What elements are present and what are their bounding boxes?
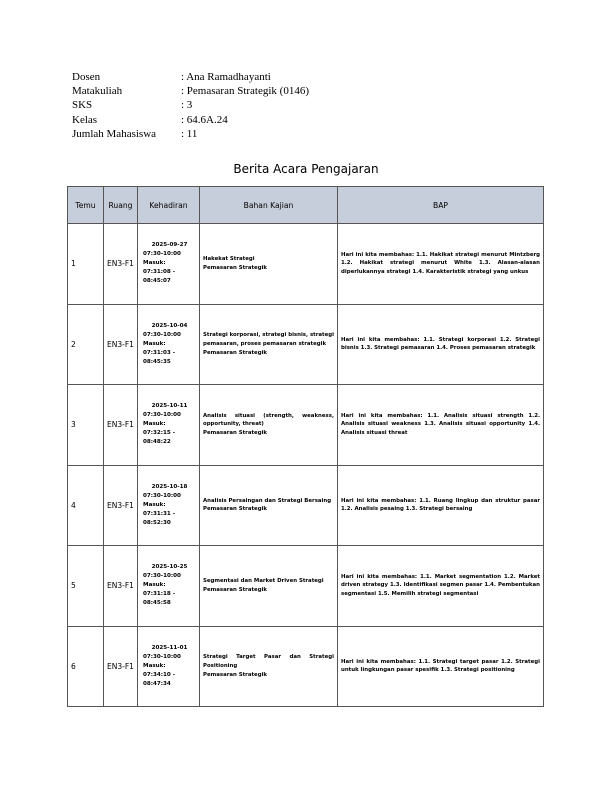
cell-bahan-kajian	[200, 304, 338, 385]
masuk-label: Masuk:	[143, 421, 166, 428]
session-date: 2025-10-25	[151, 564, 188, 571]
masuk-label: Masuk:	[143, 662, 166, 669]
cell-bap: Hari ini kita membahas: 1.1. Strategi korporasi 1.2. Strategi bisnis 1.3. Strategi pemasaran 1.4. Proses pemasaran strategik	[338, 304, 544, 385]
info-row-dosen	[72, 70, 309, 84]
info-value: : Pemasaran Strategik (0146)	[181, 85, 309, 98]
cell-ruang: EN3-F1	[104, 304, 138, 385]
cell-bap: Hari ini kita membahas: 1.1. Hakikat strategi menurut Mintzberg 1.2. Hakikat strategi menurut White 1.3. Alasan-alasan diperlukannya strategi 1.4. Karakteristik strategi yang unkus	[338, 224, 544, 305]
cell-kehadiran	[138, 465, 200, 546]
info-value: : 64.6A.24	[181, 113, 228, 126]
session-date: 2025-10-04	[151, 322, 188, 329]
session-date: 2025-09-27	[151, 242, 188, 249]
masuk-time: 07:31:31 - 08:52:30	[143, 510, 176, 526]
session-time: 07:30-10:00	[143, 492, 181, 499]
cell-temu: 6	[68, 626, 104, 707]
page-title: Berita Acara Pengajaran	[233, 162, 379, 176]
course-info	[72, 70, 309, 141]
table-header-row	[68, 187, 544, 224]
table-row	[68, 546, 544, 627]
bahan-course: Pemasaran Strategik	[203, 430, 267, 437]
info-row-sks	[72, 98, 309, 112]
session-date: 2025-10-11	[151, 403, 188, 410]
bahan-topic: Segmentasi dan Market Driven Strategi	[203, 578, 324, 585]
table-row	[68, 465, 544, 546]
table-row	[68, 224, 544, 305]
info-row-kelas	[72, 113, 309, 127]
cell-temu: 5	[68, 546, 104, 627]
cell-kehadiran	[138, 626, 200, 707]
info-value: : 3	[181, 99, 193, 112]
session-time: 07:30-10:00	[143, 573, 181, 580]
masuk-time: 07:34:10 - 08:47:34	[143, 671, 176, 687]
masuk-label: Masuk:	[143, 582, 166, 589]
bahan-topic: Analisis situasi (strength, weakness, opportunity, threat)	[203, 412, 334, 428]
cell-bahan-kajian	[200, 385, 338, 466]
info-label: Kelas	[72, 113, 98, 126]
bahan-topic: Analisis Persaingan dan Strategi Bersaing	[203, 497, 332, 504]
masuk-time: 07:32:15 - 08:48:22	[143, 430, 176, 446]
session-time: 07:30-10:00	[143, 331, 181, 338]
cell-bap: Hari ini kita membahas: 1.1. Analisis situasi strength 1.2. Analisis situasi weakness 1.3. Analisis situasi opportunity 1.4. Analisis situasi threat	[338, 385, 544, 466]
cell-kehadiran	[138, 224, 200, 305]
cell-ruang: EN3-F1	[104, 546, 138, 627]
bahan-course: Pemasaran Strategik	[203, 586, 267, 593]
header-ruang: Ruang	[104, 187, 138, 224]
masuk-time: 07:31:03 - 08:45:35	[143, 349, 176, 365]
header-temu: Temu	[68, 187, 104, 224]
masuk-time: 07:31:18 - 08:45:58	[143, 591, 176, 607]
cell-bahan-kajian	[200, 224, 338, 305]
cell-ruang: EN3-F1	[104, 224, 138, 305]
info-row-matakuliah	[72, 84, 309, 98]
info-value: : Ana Ramadhayanti	[181, 71, 271, 83]
table-row	[68, 626, 544, 707]
bahan-course: Pemasaran Strategik	[203, 506, 267, 513]
cell-ruang: EN3-F1	[104, 626, 138, 707]
masuk-time: 07:31:08 - 08:45:07	[143, 269, 176, 285]
info-row-jumlah-mahasiswa	[72, 127, 309, 141]
cell-bahan-kajian	[200, 626, 338, 707]
info-label: Matakuliah	[72, 85, 123, 98]
bahan-course: Pemasaran Strategik	[203, 671, 267, 678]
bahan-topic: Hakekat Strategi	[203, 256, 255, 263]
header-kehadiran: Kehadiran	[138, 187, 200, 224]
masuk-label: Masuk:	[143, 340, 166, 347]
cell-bahan-kajian	[200, 465, 338, 546]
cell-ruang: EN3-F1	[104, 385, 138, 466]
bahan-topic: Strategi korporasi, strategi bisnis, strategi pemasaran, proses pemasaran strategik	[203, 332, 334, 347]
masuk-label: Masuk:	[143, 260, 166, 267]
bahan-course: Pemasaran Strategik	[203, 264, 267, 271]
info-label: Jumlah Mahasiswa	[72, 127, 157, 140]
header-bap: BAP	[338, 187, 544, 224]
bap-table	[67, 186, 544, 707]
cell-temu: 2	[68, 304, 104, 385]
info-value: : 11	[181, 127, 198, 140]
header-bahan-kajian: Bahan Kajian	[200, 187, 338, 224]
cell-bahan-kajian	[200, 546, 338, 627]
cell-bap: Hari ini kita membahas: 1.1. Market segmentation 1.2. Market driven strategy 1.3. Identifikasi segmen pasar 1.4. Pembentukan segmentasi 1.5. Memilih strategi segmentasi	[338, 546, 544, 627]
table-row	[68, 304, 544, 385]
session-time: 07:30-10:00	[143, 251, 181, 258]
cell-bap: Hari ini kita membahas: 1.1. Ruang lingkup dan struktur pasar 1.2. Analisis pesaing 1.3. Strategi bersaing	[338, 465, 544, 546]
cell-temu: 4	[68, 465, 104, 546]
table-row	[68, 385, 544, 466]
cell-temu: 1	[68, 224, 104, 305]
bahan-course: Pemasaran Strategik	[203, 349, 267, 356]
session-time: 07:30-10:00	[143, 412, 181, 419]
cell-bap: Hari ini kita membahas: 1.1. Strategi target pasar 1.2. Strategi untuk lingkungan pasar spesifik 1.3. Strategi positioning	[338, 626, 544, 707]
cell-ruang: EN3-F1	[104, 465, 138, 546]
bahan-topic: Strategi Target Pasar dan Strategi Positioning	[203, 654, 334, 669]
info-label: Dosen	[72, 71, 101, 83]
session-date: 2025-10-18	[151, 483, 188, 490]
info-label: SKS	[72, 99, 93, 112]
masuk-label: Masuk:	[143, 501, 166, 508]
cell-temu: 3	[68, 385, 104, 466]
cell-kehadiran	[138, 304, 200, 385]
cell-kehadiran	[138, 546, 200, 627]
cell-kehadiran	[138, 385, 200, 466]
session-date: 2025-11-01	[151, 644, 188, 651]
session-time: 07:30-10:00	[143, 653, 181, 660]
